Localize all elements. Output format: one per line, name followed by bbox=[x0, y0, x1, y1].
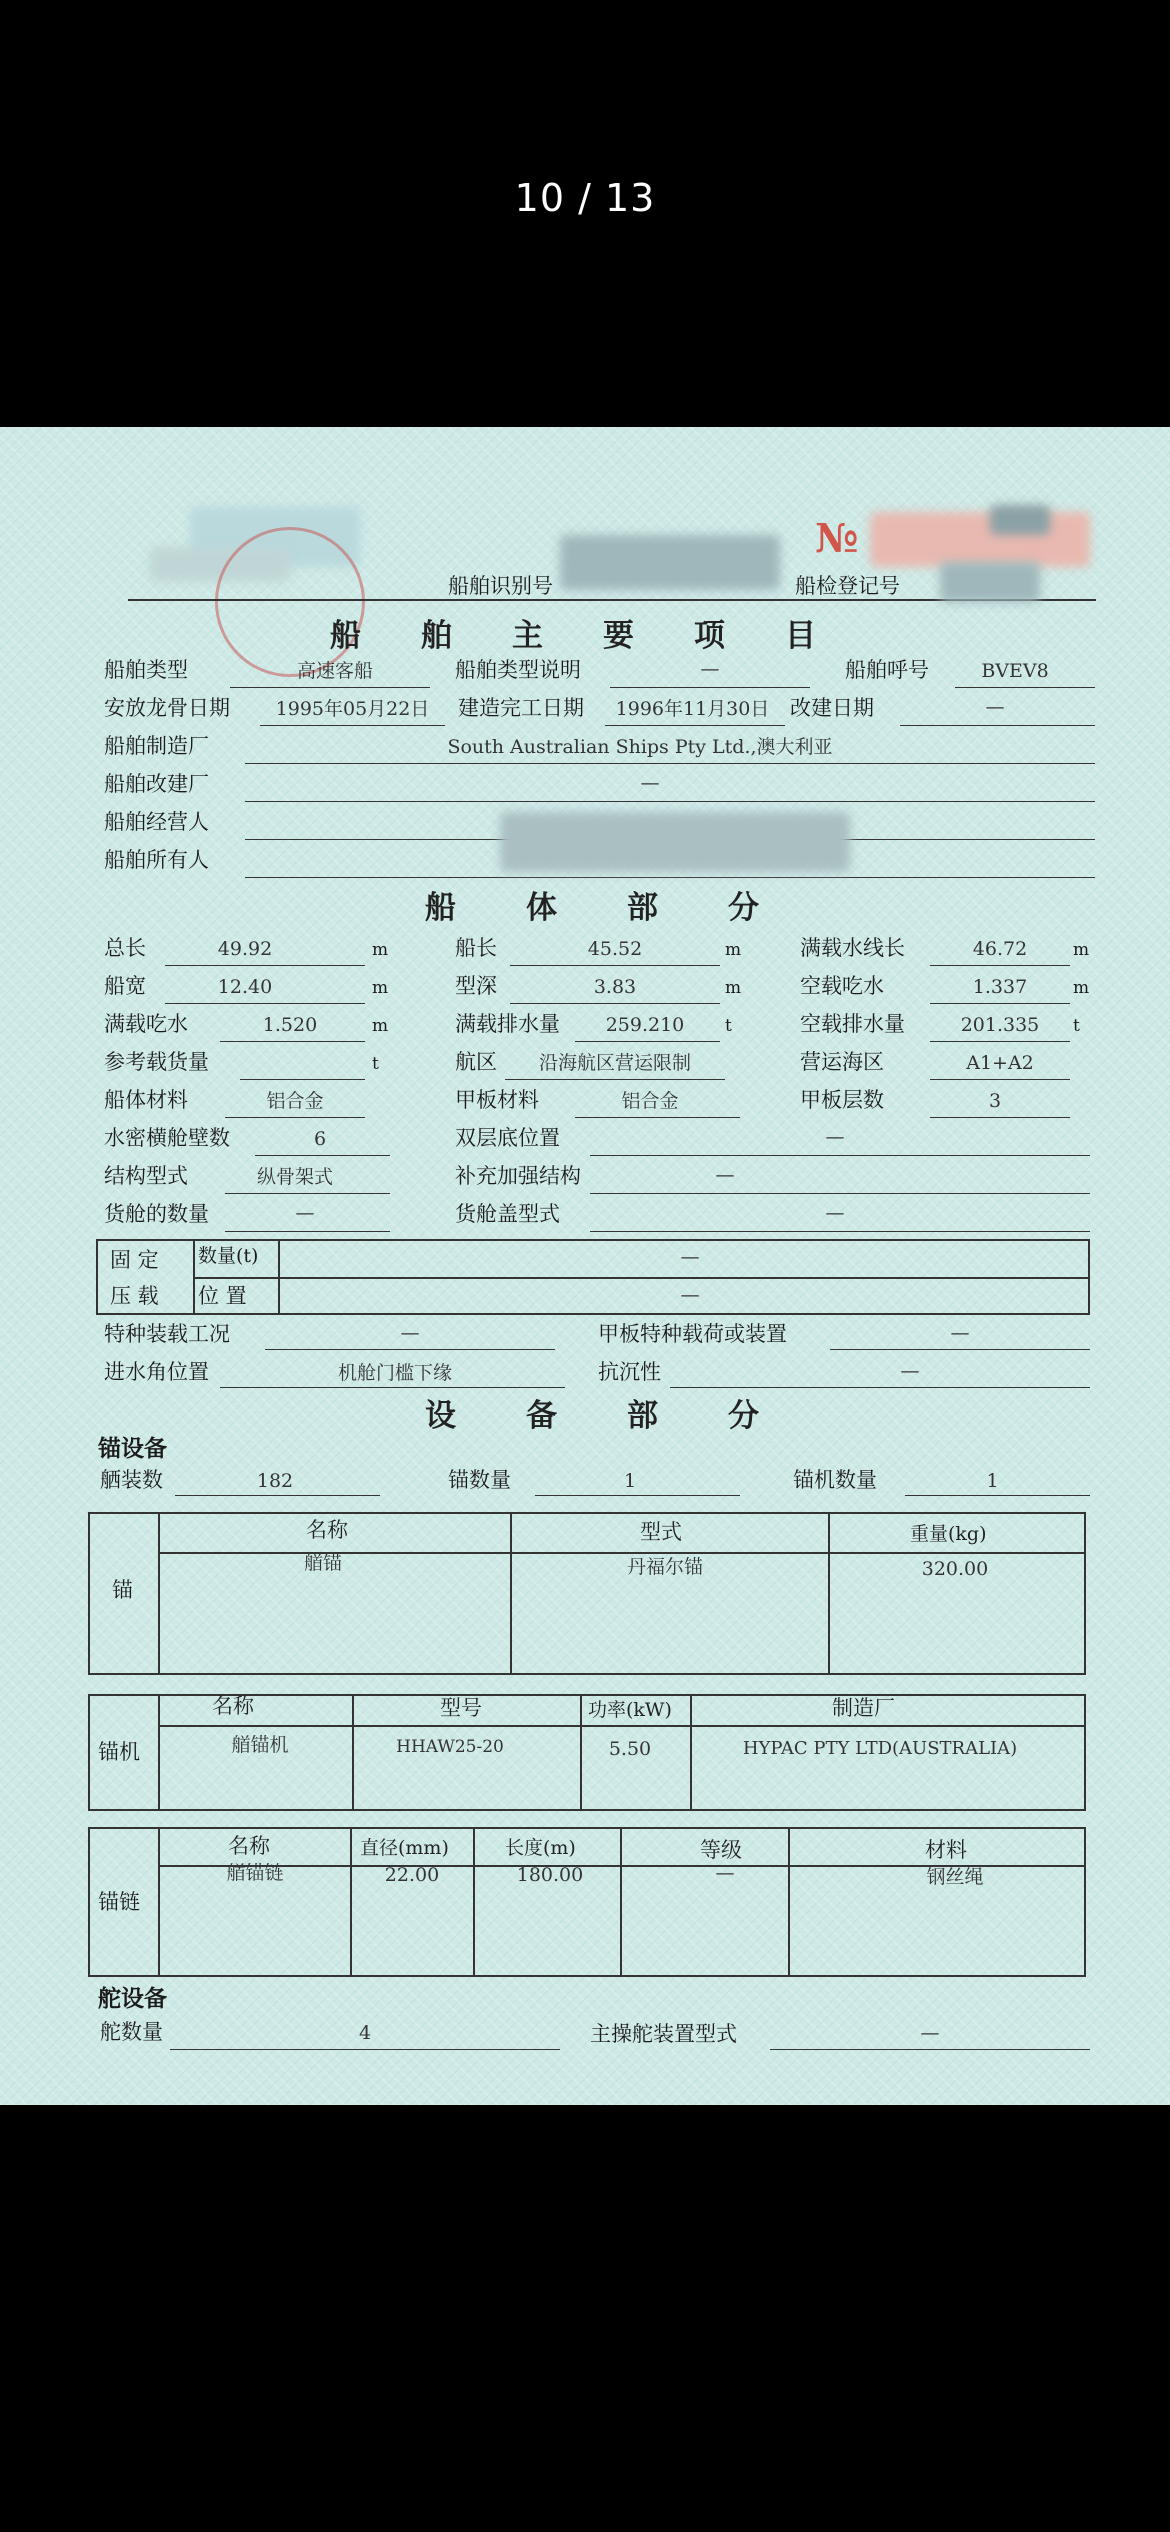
redacted-field bbox=[500, 812, 850, 872]
operator-label: 船舶经营人 bbox=[104, 810, 209, 834]
windlass-name: 艏锚机 bbox=[231, 1734, 289, 1756]
anchor-name: 艏锚 bbox=[303, 1552, 342, 1574]
lwl-label: 满载水线长 bbox=[800, 936, 905, 960]
anchor-count-label: 锚数量 bbox=[448, 1468, 511, 1492]
chain-name: 艏锚链 bbox=[226, 1862, 284, 1884]
deck-mat-label: 甲板材料 bbox=[455, 1088, 539, 1112]
steering: — bbox=[920, 2022, 940, 2044]
anchor-section-title: 锚设备 bbox=[98, 1435, 167, 1462]
anchor-row-label: 锚 bbox=[112, 1578, 133, 1602]
ref-cargo-label: 参考载货量 bbox=[104, 1050, 209, 1074]
anchor-count: 1 bbox=[623, 1470, 637, 1492]
chain-header-name: 名称 bbox=[228, 1834, 270, 1858]
windlass-count-label: 锚机数量 bbox=[793, 1468, 877, 1492]
redacted-field bbox=[870, 512, 1090, 567]
windlass-model: HHAW25-20 bbox=[396, 1737, 504, 1757]
chain-header-length: 长度(m) bbox=[505, 1837, 576, 1859]
depth: 3.83 bbox=[593, 976, 637, 998]
chain-diameter: 22.00 bbox=[384, 1864, 440, 1886]
rudder-section-title: 舵设备 bbox=[98, 1985, 167, 2012]
windlass-header-name: 名称 bbox=[212, 1694, 254, 1718]
rebuilder-label: 船舶改建厂 bbox=[104, 772, 209, 796]
structure-label: 结构型式 bbox=[104, 1164, 188, 1188]
call-sign: BVEV8 bbox=[981, 660, 1049, 682]
holds: — bbox=[295, 1202, 315, 1224]
chain-header-grade: 等级 bbox=[700, 1838, 742, 1862]
bulkheads-label: 水密横舱壁数 bbox=[104, 1126, 230, 1150]
ballast-pos: — bbox=[680, 1284, 700, 1306]
ballast-label-1: 固 定 bbox=[110, 1248, 159, 1272]
reinforce-label: 补充加强结构 bbox=[455, 1164, 581, 1188]
keel-date-label: 安放龙骨日期 bbox=[104, 696, 230, 720]
chain-length: 180.00 bbox=[516, 1864, 584, 1886]
keel-date: 1995年05月22日 bbox=[275, 698, 430, 720]
ship-type: 高速客船 bbox=[296, 660, 373, 682]
light-disp-label: 空载排水量 bbox=[800, 1012, 905, 1036]
full-draft: 1.520 bbox=[262, 1014, 318, 1036]
special-load: — bbox=[400, 1322, 420, 1344]
ship-id-label: 船舶识别号 bbox=[448, 574, 553, 598]
hull-mat-label: 船体材料 bbox=[104, 1088, 188, 1112]
chain-header-diameter: 直径(mm) bbox=[360, 1837, 449, 1859]
light-draft: 1.337 bbox=[972, 976, 1028, 998]
outfit-label: 舾装数 bbox=[100, 1468, 163, 1492]
bulkheads: 6 bbox=[313, 1128, 327, 1150]
builder-label: 船舶制造厂 bbox=[104, 734, 209, 758]
page-counter: 10 / 13 bbox=[514, 176, 656, 220]
ballast-label-2: 压 载 bbox=[110, 1284, 159, 1308]
loa-label: 总长 bbox=[104, 936, 146, 960]
breadth: 12.40 bbox=[217, 976, 273, 998]
rudder-count: 4 bbox=[358, 2022, 372, 2044]
double-bottom: — bbox=[825, 1126, 845, 1148]
ballast-pos-label: 位 置 bbox=[198, 1284, 247, 1308]
lbp: 45.52 bbox=[587, 938, 643, 960]
full-draft-label: 满载吃水 bbox=[104, 1012, 188, 1036]
double-bottom-label: 双层底位置 bbox=[455, 1126, 560, 1150]
nav-area: 沿海航区营运限制 bbox=[538, 1052, 691, 1074]
structure: 纵骨架式 bbox=[256, 1166, 333, 1188]
anchor-header-weight: 重量(kg) bbox=[910, 1523, 987, 1545]
op-area: A1+A2 bbox=[966, 1052, 1034, 1074]
windlass-row-label: 锚机 bbox=[98, 1740, 140, 1764]
lwl: 46.72 bbox=[972, 938, 1028, 960]
hatch-label: 货舱盖型式 bbox=[455, 1202, 560, 1226]
sink-label: 抗沉性 bbox=[598, 1360, 661, 1384]
type-desc-label: 船舶类型说明 bbox=[455, 658, 581, 682]
windlass-count: 1 bbox=[986, 1470, 999, 1492]
ballast-qty-label: 数量(t) bbox=[198, 1245, 259, 1267]
hull-title: 船体部分 bbox=[425, 890, 829, 926]
built-date-label: 建造完工日期 bbox=[458, 696, 584, 720]
type-desc: — bbox=[700, 658, 720, 680]
flood-label: 进水角位置 bbox=[104, 1360, 209, 1384]
anchor-header-name: 名称 bbox=[306, 1518, 348, 1542]
chain-grade: — bbox=[715, 1862, 735, 1884]
full-disp-label: 满载排水量 bbox=[455, 1012, 560, 1036]
rudder-count-label: 舵数量 bbox=[100, 2020, 163, 2044]
builder: South Australian Ships Pty Ltd.,澳大利亚 bbox=[447, 736, 833, 758]
rebuilt-date-label: 改建日期 bbox=[790, 696, 874, 720]
light-draft-label: 空载吃水 bbox=[800, 974, 884, 998]
windlass-header-power: 功率(kW) bbox=[588, 1699, 672, 1721]
full-disp: 259.210 bbox=[605, 1014, 685, 1036]
windlass-header-maker: 制造厂 bbox=[832, 1696, 895, 1720]
light-disp: 201.335 bbox=[960, 1014, 1040, 1036]
special-load-label: 特种装载工况 bbox=[104, 1322, 230, 1346]
ship-type-label: 船舶类型 bbox=[104, 658, 188, 682]
deck-special: — bbox=[950, 1322, 970, 1344]
outfit: 182 bbox=[256, 1470, 294, 1492]
hatch: — bbox=[825, 1202, 845, 1224]
anchor-header-type: 型式 bbox=[640, 1520, 682, 1544]
windlass-power: 5.50 bbox=[608, 1738, 652, 1760]
chain-row-label: 锚链 bbox=[98, 1890, 140, 1914]
ballast-qty: — bbox=[680, 1246, 700, 1268]
op-area-label: 营运海区 bbox=[800, 1050, 884, 1074]
deck-count: 3 bbox=[988, 1090, 1002, 1112]
owner-label: 船舶所有人 bbox=[104, 848, 209, 872]
lbp-label: 船长 bbox=[455, 936, 497, 960]
hull-mat: 铝合金 bbox=[266, 1090, 324, 1112]
windlass-header-model: 型号 bbox=[440, 1696, 482, 1720]
chain-header-material: 材料 bbox=[925, 1838, 967, 1862]
windlass-maker: HYPAC PTY LTD(AUSTRALIA) bbox=[742, 1738, 1018, 1759]
redacted-field bbox=[560, 535, 780, 590]
anchor-weight: 320.00 bbox=[921, 1558, 989, 1580]
rebuilder: — bbox=[640, 772, 660, 794]
holds-label: 货舱的数量 bbox=[104, 1202, 209, 1226]
main-items-title: 船舶主要项目 bbox=[330, 618, 876, 654]
reg-no-label: 船检登记号 bbox=[795, 574, 900, 598]
reinforce: — bbox=[715, 1164, 735, 1186]
deck-special-label: 甲板特种载荷或装置 bbox=[598, 1322, 787, 1346]
deck-count-label: 甲板层数 bbox=[800, 1088, 884, 1112]
flood: 机舱门槛下缘 bbox=[337, 1362, 452, 1384]
loa: 49.92 bbox=[217, 938, 273, 960]
rebuilt-date: — bbox=[985, 696, 1005, 718]
chain-material: 钢丝绳 bbox=[926, 1866, 984, 1888]
built-date: 1996年11月30日 bbox=[615, 698, 770, 720]
breadth-label: 船宽 bbox=[104, 974, 146, 998]
equipment-title: 设备部分 bbox=[425, 1398, 829, 1434]
call-sign-label: 船舶呼号 bbox=[845, 658, 929, 682]
redacted-field bbox=[940, 562, 1040, 602]
depth-label: 型深 bbox=[455, 974, 497, 998]
anchor-type: 丹福尔锚 bbox=[626, 1556, 703, 1578]
cert-number-mark: № bbox=[815, 515, 859, 562]
steering-label: 主操舵装置型式 bbox=[590, 2022, 737, 2046]
nav-area-label: 航区 bbox=[455, 1050, 497, 1074]
certificate-page: № 船舶识别号 船检登记号 船舶主要项目 船舶类型 高速客船 船舶类型说明 — 船舶呼号 BVEV8 安放龙骨日期 1995年05月22日 建造完工日期 1996年11月30日 改建日期 — 船舶制造厂 South Australian Ships Pty Ltd.,澳大利亚 船舶改建厂 — 船舶经营人 船舶所有人 船体部分 总长 49.92 m 船长 45.52 m 满载水线长 46.72 m 船宽 12.40 m 型深 3.83 m 空载吃水 1.337 m 满载吃水 1.520 m 满载排水量 259.210 t 空载排水量 201.335 t 参考载货量 t 航区 沿海航区营运限制 营运海区 A1+A2 船体材料 铝合金 甲板材料 铝合金 甲板层数 3 水密横舱壁数 6 双层底位置 — 结构型式 纵骨架式 补充加强结构 — 货舱的数量 — 货舱盖型式 — 固 定 压 载 数量(t) — 位 置 — 特种装载工况 — 甲板特种载荷或装置 — 进水角位置 机舱门槛下缘 抗沉性 — 设备部分 锚设备 舾装数 182 锚数量 1 锚机数量 1 锚 名称 型式 重量(kg) 艏锚 丹福尔锚 320.00 锚机 名称 型号 功率(kW) 制造厂 艏锚机 HHAW25-20 5.50 HYPAC PTY LTD(AUSTRALIA) 锚链 名称 直径(mm) 长度(m) 等级 材料 艏锚链 22.00 180.00 — 钢丝绳 舵设备 舵数量 4 主操舵装置型式 — bbox=[0, 427, 1170, 2105]
redacted-field bbox=[990, 505, 1050, 535]
sink: — bbox=[900, 1360, 920, 1382]
deck-mat: 铝合金 bbox=[621, 1090, 679, 1112]
